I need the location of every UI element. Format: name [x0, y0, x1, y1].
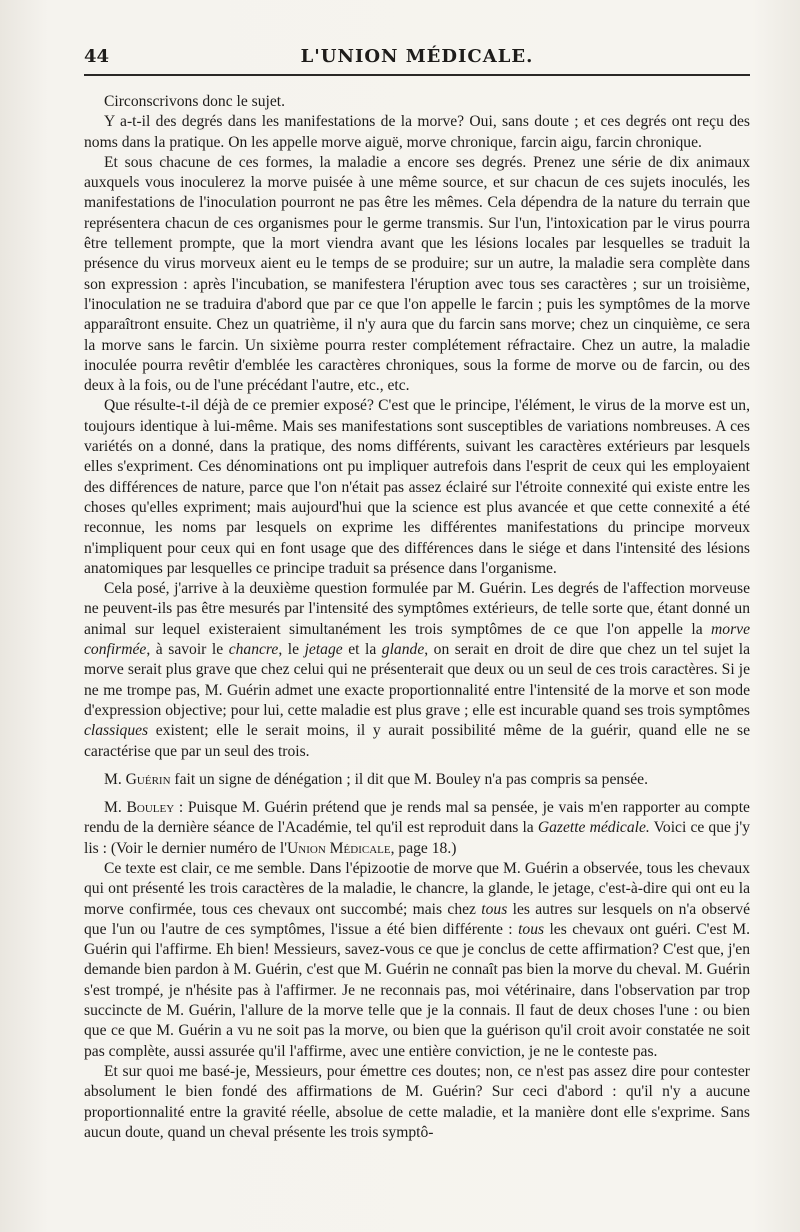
- paragraph-9: Et sur quoi me basé-je, Messieurs, pour émettre ces doutes; non, ce n'est pas assez dire pour contester absolument le bien fondé des affirmations de M. Guérin? Sur ceci d'abord : qu'il n'y a aucune proportionnalité entre la gravité réelle, absolue de cette maladie, et la manière dont elle s'exprime. Sans aucun doute, quand un cheval présente les trois symptô-: [84, 1062, 750, 1141]
- italic-term: jetage: [304, 641, 343, 659]
- paragraph-3: Et sous chacune de ces formes, la maladie a encore ses degrés. Prenez une série de dix animaux auxquels vous inoculerez la morve puisée à une même source, et sur chacun de ces sujets inoculés, les manifestations de l'inoculation pourront ne pas être les mêmes. Cela dépendra de la nature du terrain que représentera chacun de ces organismes pour le germe transmis. Sur l'un, l'intoxication par le virus pourra être tellement prompte, que la mort viendra avant que les lésions locales par lesquelles se traduit la présence du virus morveux aient eu le temps de se produire; sur un autre, la maladie sera complète dans son expression : après l'incubation, se manifestera l'éruption avec tous ses caractères ; sur un troisième, l'inoculation ne se traduira d'abord que par ce que l'on appelle le farcin ; puis les symptômes de la morve apparaîtront ensuite. Chez un quatrième, il n'y aura que du farcin sans morve; chez un cinquième, ce sera la morve sans le farcin. Un sixième pourra rester complétement réfractaire. Chez un autre, la maladie inoculée pourra revêtir d'emblée les caractères chroniques, sous la forme de morve ou de farcin, ou des deux à la fois, ou de l'une précédant l'autre, etc., etc.: [84, 153, 750, 395]
- text-run: Cela posé, j'arrive à la deuxième question formulée par M. Guérin. Les degrés de l'affection morveuse ne peuvent-ils pas être mesurés par l'intensité des symptômes extérieurs, de telle sorte que, étant donné un animal sur lequel existeraient simultanément les trois symptômes de ce que l'on appelle la: [84, 580, 750, 638]
- italic-term: classiques: [84, 722, 149, 740]
- text-run: , on serait en droit de dire que chez un tel sujet la morve serait plus grave que chez celui qui ne présenterait que deux ou un seul de ces trois caractères. Si je ne me trompe pas, M. Guérin admet une exacte proportionnalité entre l'intensité de la morve et son mode d'expression objective; pour lui, cette maladie est plus grave ; elle est incurable quand ses trois symptômes: [84, 641, 751, 719]
- text-run: , le: [278, 641, 305, 659]
- text-run: fait un signe de dénégation ; il dit que M. Bouley n'a pas compris sa pensée.: [170, 770, 648, 788]
- text-run: les autres sur lesquels on n'a observé que l'un ou l'autre de ces symptômes, l'issue a été bien différente :: [84, 900, 750, 938]
- paragraph-4: Que résulte-t-il déjà de ce premier exposé? C'est que le principe, l'élément, le virus de la morve est un, toujours identique à lui-même. Mais ses manifestations sont susceptibles de variations nombreuses. A ces variétés on a donné, dans la pratique, des noms différents, suivant les caractères extérieurs par lesquels elles s'expriment. Ces dénominations ont pu impliquer autrefois dans l'esprit de ceux qui les employaient des différences de nature, parce que l'on n'était pas assez éclairé sur l'étroite connexité qui existe entre les choses qu'elles expriment; mais aujourd'hui que la science est plus avancée et que cette connexité a été reconnue, les noms par lesquels on exprime les différentes manifestations du principe morveux n'impliquent pour ceux qui en font usage que des différences dans le siége et dans l'intensité des lésions anatomiques par lesquelles ce principe traduit sa présence dans l'organisme.: [84, 397, 750, 577]
- article-body: [84, 92, 750, 1143]
- page-header: [84, 46, 750, 76]
- italic-term: tous: [518, 920, 545, 938]
- paragraph-1: Circonscrivons donc le sujet.: [104, 93, 286, 110]
- paragraph-2: Y a-t-il des degrés dans les manifestations de la morve? Oui, sans doute ; et ces degrés ont reçu des noms dans la pratique. On les appelle morve aiguë, morve chronique, farcin aigu, farcin chronique.: [84, 113, 750, 151]
- text-run: Ce texte est clair, ce me semble. Dans l'épizootie de morve que M. Guérin a observée, tous les chevaux qui ont présenté les trois caractères de la maladie, le chancre, la glande, le jetage, c'est-à-dire qui ont eu la morve confirmée, tous ces chevaux ont succombé; mais chez: [84, 859, 750, 918]
- text-run: , à savoir le: [146, 641, 229, 659]
- italic-term: glande: [381, 641, 425, 659]
- text-run: , page 18.): [390, 839, 457, 857]
- running-title: L'UNION MÉDICALE.: [300, 46, 534, 67]
- paragraph-8: [84, 859, 750, 1062]
- text-run: : Puisque M. Guérin prétend que je rends mal sa pensée, je vais m'en rapporter au compte rendu de la dernière séance de l'Académie, tel qu'il est reproduit dans la: [84, 799, 750, 837]
- paragraph-5: [84, 579, 750, 762]
- journal-title: Gazette médicale.: [537, 819, 650, 837]
- italic-term: morve confirmée: [84, 620, 750, 659]
- paragraph-7: [84, 798, 750, 859]
- journal-name: Union Médicale: [287, 839, 391, 857]
- text-run: et la: [342, 641, 382, 659]
- italic-term: chancre: [228, 641, 279, 659]
- italic-term: tous: [481, 900, 508, 918]
- speaker-name: M. Guérin: [104, 770, 171, 788]
- text-run: existent; elle le serait moins, il y aurait possibilité même de la guérir, quand elle ne se caractérise que par un seul des trois.: [84, 722, 750, 760]
- text-run: Voici ce que j'y lis : (Voir le dernier numéro de l': [84, 819, 751, 857]
- speaker-name: M. Bouley: [104, 799, 175, 817]
- page-number: 44: [84, 46, 110, 67]
- text-run: les chevaux ont guéri. C'est M. Guérin qui l'affirme. Eh bien! Messieurs, savez-vous ce que je conclus de cette affirmation? C'est que, j'en demande bien pardon à M. Guérin, c'est que M. Guérin ne connaît pas bien la morve du cheval. M. Guérin s'est trompé, je n'hésite pas à l'affirmer. Je ne reconnais pas, moi vétérinaire, dans l'observation par trop succincte de M. Guérin, l'allure de la morve telle que je la connais. Il faut de deux choses l'une : ou bien que ce que M. Guérin a vu ne soit pas la morve, ou bien que la guérison qu'il croit avoir constatée ne soit pas complète, aussi assurée qu'il l'affirme, avec une entière conviction, je ne le conteste pas.: [84, 920, 750, 1060]
- paragraph-6: [84, 770, 750, 790]
